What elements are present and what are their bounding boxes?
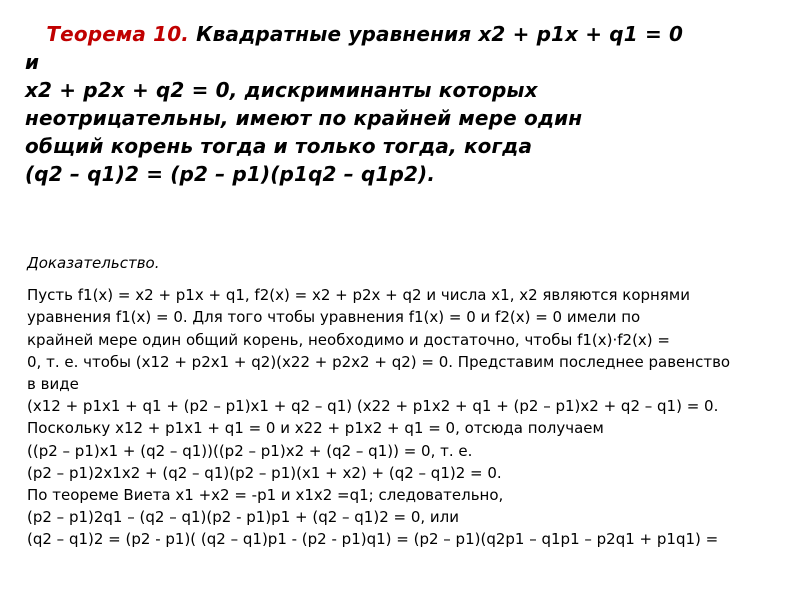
theorem-line-1 (25, 20, 785, 48)
theorem-statement (25, 20, 785, 188)
proof-line: ((p2 – p1)x1 + (q2 – q1))((p2 – p1)x2 + (q2 – q1)) = 0, т. е. (27, 441, 473, 460)
proof-line: (p2 – p1)2q1 – (q2 – q1)(p2 - p1)p1 + (q2 – q1)2 = 0, или (27, 508, 460, 527)
proof-line: Пусть f1(x) = x2 + p1x + q1, f2(x) = x2 + p2x + q2 и числа x1, x2 являются корнями (27, 286, 690, 305)
proof-line: (q2 – q1)2 = (p2 - p1)( (q2 – q1)p1 - (p2 - p1)q1) = (p2 – p1)(q2p1 – q1p1 – p2q1 + p1q1) = (27, 530, 719, 549)
theorem-line-2: и (25, 50, 40, 74)
proof-line: Поскольку x12 + p1x1 + q1 = 0 и x22 + p1x2 + q1 = 0, отсюда получаем (27, 419, 604, 438)
theorem-line-5: общий корень тогда и только тогда, когда (25, 134, 533, 158)
proof-line: 0, т. е. чтобы (x12 + p2x1 + q2)(x22 + p2x2 + q2) = 0. Представим последнее равенство (27, 352, 731, 371)
theorem-line-4: неотрицательны, имеют по крайней мере один (25, 106, 583, 130)
theorem-label: Теорема 10. (46, 22, 190, 46)
proof-line: По теореме Виета x1 +x2 = -p1 и x1x2 =q1; следовательно, (27, 486, 504, 505)
proof-section (27, 252, 787, 551)
theorem-line-1-text: Квадратные уравнения x2 + p1x + q1 = 0 (189, 22, 684, 46)
proof-heading: Доказательство. (27, 254, 160, 272)
proof-line: крайней мере один общий корень, необходимо и достаточно, чтобы f1(x)·f2(x) = (27, 330, 670, 349)
proof-line: уравнения f1(x) = 0. Для того чтобы уравнения f1(x) = 0 и f2(x) = 0 имели по (27, 308, 641, 327)
theorem-line-3: x2 + p2x + q2 = 0, дискриминанты которых (25, 78, 538, 102)
proof-line: в виде (27, 375, 79, 394)
proof-line: (x12 + p1x1 + q1 + (p2 – p1)x1 + q2 – q1) (x22 + p1x2 + q1 + (p2 – p1)x2 + q2 – q1) = 0. (27, 397, 719, 416)
theorem-line-6: (q2 – q1)2 = (p2 – p1)(p1q2 – q1p2). (25, 162, 436, 186)
proof-line: (p2 – p1)2x1x2 + (q2 – q1)(p2 – p1)(x1 + x2) + (q2 – q1)2 = 0. (27, 463, 502, 482)
